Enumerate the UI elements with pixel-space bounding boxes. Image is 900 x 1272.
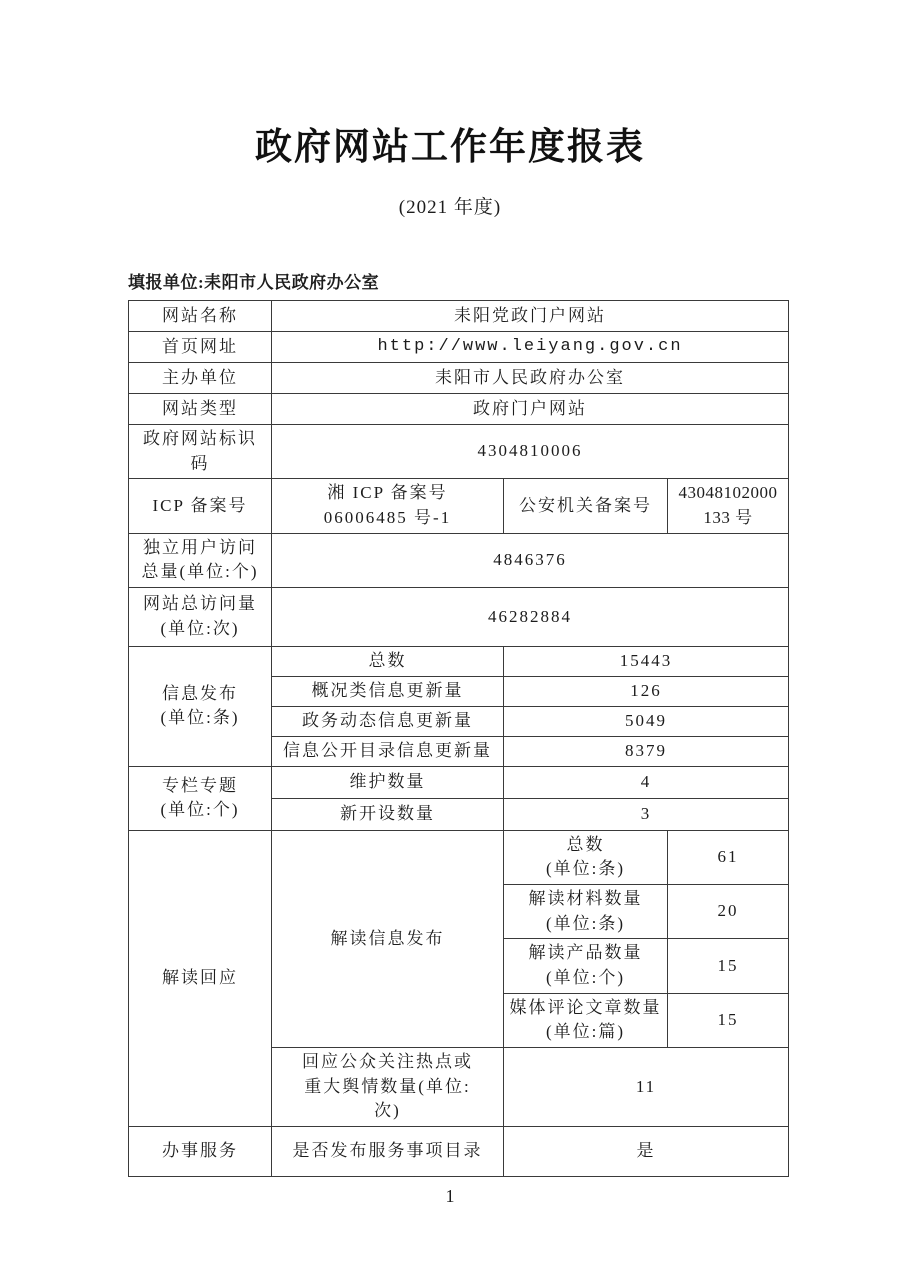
row-site-type — [129, 394, 789, 425]
interpretation-row-label — [504, 993, 668, 1047]
interpretation-row-label — [504, 830, 668, 884]
info-publish-row-value: 5049 — [504, 706, 789, 736]
special-columns-row-value: 3 — [504, 798, 789, 830]
total-visits-value: 46282884 — [272, 587, 789, 646]
site-code-value: 4304810006 — [272, 425, 789, 479]
home-url-value: http://www.leiyang.gov.cn — [272, 332, 789, 363]
interpretation-row-value: 20 — [668, 885, 789, 939]
annual-report-table — [128, 300, 789, 1177]
interpretation-row-value: 15 — [668, 939, 789, 993]
interpretation-publish-label: 解读信息发布 — [272, 830, 504, 1047]
special-columns-row-label: 新开设数量 — [272, 798, 504, 830]
unique-visitors-label: 独立用户访问总量(单位:个) — [129, 533, 272, 587]
organizer-label: 主办单位 — [129, 363, 272, 394]
info-publish-row-value: 8379 — [504, 736, 789, 766]
icp-value-text: 湘 ICP 备案号 06006485 号-1 — [323, 483, 452, 527]
info-publish-row-label: 信息公开目录信息更新量 — [272, 736, 504, 766]
police-record-value — [668, 479, 789, 533]
site-type-label: 网站类型 — [129, 394, 272, 425]
info-publish-title: 信息发布 — [162, 683, 238, 703]
row-organizer — [129, 363, 789, 394]
special-columns-label — [129, 766, 272, 830]
document-title: 政府网站工作年度报表 — [255, 127, 645, 168]
organizer-value: 耒阳市人民政府办公室 — [272, 363, 789, 394]
services-row-label: 是否发布服务事项目录 — [272, 1126, 504, 1176]
filing-unit-line: 填报单位:耒阳市人民政府办公室 — [128, 273, 380, 292]
interpretation-row-unit: (单位:条) — [545, 859, 626, 879]
icp-label: ICP 备案号 — [129, 479, 272, 533]
row-info-publish-total — [129, 646, 789, 676]
total-visits-label: 网站总访问量(单位:次) — [129, 587, 272, 646]
interpretation-label: 解读回应 — [129, 830, 272, 1126]
special-columns-row-label: 维护数量 — [272, 766, 504, 798]
row-unique-visitors — [129, 533, 789, 587]
page-number: 1 — [445, 1186, 455, 1206]
row-total-visits — [129, 587, 789, 646]
interpretation-row-label-text: 媒体评论文章数量 — [509, 997, 662, 1017]
row-site-code — [129, 425, 789, 479]
interpretation-row-value: 61 — [668, 830, 789, 884]
services-label: 办事服务 — [129, 1126, 272, 1176]
icp-value — [272, 479, 504, 533]
site-type-value: 政府门户网站 — [272, 394, 789, 425]
document-subtitle: (2021 年度) — [398, 197, 502, 218]
row-site-name — [129, 301, 789, 332]
row-interpretation-total — [129, 830, 789, 884]
info-publish-row-value: 15443 — [504, 646, 789, 676]
home-url-label: 首页网址 — [129, 332, 272, 363]
site-name-label: 网站名称 — [129, 301, 272, 332]
interpretation-row-label — [504, 939, 668, 993]
hotspot-response-label — [272, 1047, 504, 1126]
interpretation-row-value: 15 — [668, 993, 789, 1047]
interpretation-row-label — [504, 885, 668, 939]
row-home-url — [129, 332, 789, 363]
info-publish-row-label: 政务动态信息更新量 — [272, 706, 504, 736]
services-row-value: 是 — [504, 1126, 789, 1176]
info-publish-row-label: 概况类信息更新量 — [272, 676, 504, 706]
special-columns-unit: (单位:个) — [160, 800, 240, 820]
special-columns-title: 专栏专题 — [162, 775, 238, 795]
site-code-label: 政府网站标识码 — [129, 425, 272, 479]
hotspot-response-label-text: 回应公众关注热点或重大舆情数量(单位:次) — [302, 1051, 473, 1121]
row-icp — [129, 479, 789, 533]
special-columns-row-value: 4 — [504, 766, 789, 798]
unique-visitors-value: 4846376 — [272, 533, 789, 587]
hotspot-response-value: 11 — [504, 1047, 789, 1126]
row-services — [129, 1126, 789, 1176]
row-special-columns-maintained — [129, 766, 789, 798]
info-publish-row-value: 126 — [504, 676, 789, 706]
interpretation-row-label-text: 总数 — [566, 834, 605, 854]
police-record-label: 公安机关备案号 — [504, 479, 668, 533]
site-name-value: 耒阳党政门户网站 — [272, 301, 789, 332]
interpretation-row-label-text: 解读产品数量 — [528, 943, 643, 963]
interpretation-row-unit: (单位:个) — [545, 968, 626, 988]
info-publish-unit: (单位:条) — [160, 708, 240, 728]
info-publish-row-label: 总数 — [272, 646, 504, 676]
info-publish-label — [129, 646, 272, 766]
interpretation-row-label-text: 解读材料数量 — [528, 889, 643, 909]
interpretation-row-unit: (单位:篇) — [545, 1022, 626, 1042]
interpretation-row-unit: (单位:条) — [545, 913, 626, 933]
police-record-value-text: 43048102000133 号 — [678, 483, 778, 527]
